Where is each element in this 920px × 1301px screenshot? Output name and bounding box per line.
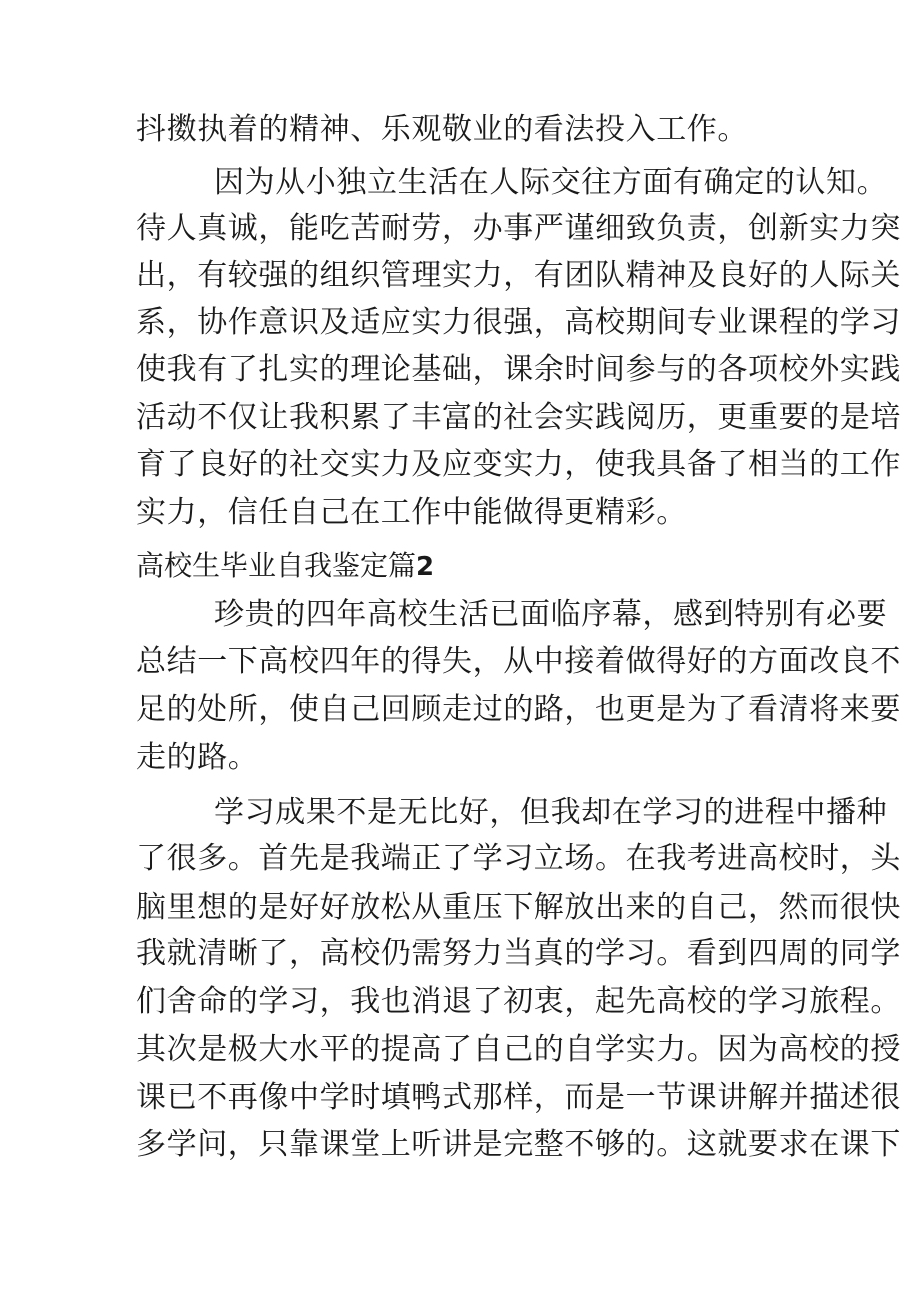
paragraph-line: 抖擞执着的精神、乐观敬业的看法投入工作。 bbox=[136, 112, 748, 147]
paragraph-line: 待人真诚，能吃苦耐劳，办事严谨细致负责，创新实力突 bbox=[136, 211, 901, 246]
paragraph-line: 因为从小独立生活在人际交往方面有确定的认知。 bbox=[214, 165, 888, 200]
paragraph-line: 珍贵的四年高校生活已面临序幕，感到特别有必要 bbox=[214, 597, 888, 632]
section-heading bbox=[136, 548, 434, 585]
paragraph-line: 多学问，只靠课堂上听讲是完整不够的。这就要求在课下 bbox=[136, 1127, 901, 1162]
paragraph-line: 课已不再像中学时填鸭式那样，而是一节课讲解并描述很 bbox=[136, 1080, 901, 1115]
paragraph-line: 育了良好的社交实力及应变实力，使我具备了相当的工作 bbox=[136, 447, 901, 482]
paragraph-line: 总结一下高校四年的得失，从中接着做得好的方面改良不 bbox=[136, 644, 901, 679]
paragraph-line: 出，有较强的组织管理实力，有团队精神及良好的人际关 bbox=[136, 258, 901, 293]
section-heading-number: 2 bbox=[416, 552, 435, 582]
section-heading-text: 高校生毕业自我鉴定篇 bbox=[136, 549, 417, 582]
paragraph-line: 足的处所，使自己回顾走过的路，也更是为了看清将来要 bbox=[136, 692, 901, 727]
paragraph-line: 活动不仅让我积累了丰富的社会实践阅历，更重要的是培 bbox=[136, 400, 901, 435]
paragraph-line: 脑里想的是好好放松从重压下解放出来的自己，然而很快 bbox=[136, 890, 901, 925]
paragraph-line: 系，协作意识及适应实力很强，高校期间专业课程的学习 bbox=[136, 305, 901, 340]
paragraph-line: 我就清晰了，高校仍需努力当真的学习。看到四周的同学 bbox=[136, 936, 901, 971]
paragraph-line: 学习成果不是无比好，但我却在学习的进程中播种 bbox=[214, 795, 888, 830]
paragraph-line: 使我有了扎实的理论基础，课余时间参与的各项校外实践 bbox=[136, 352, 901, 387]
paragraph-line: 们舍命的学习，我也消退了初衷，起先高校的学习旅程。 bbox=[136, 984, 901, 1019]
paragraph-line: 实力，信任自己在工作中能做得更精彩。 bbox=[136, 495, 687, 530]
paragraph-line: 其次是极大水平的提高了自己的自学实力。因为高校的授 bbox=[136, 1032, 901, 1067]
paragraph-line: 走的路。 bbox=[136, 740, 259, 775]
paragraph-line: 了很多。首先是我端正了学习立场。在我考进高校时，头 bbox=[136, 841, 901, 876]
